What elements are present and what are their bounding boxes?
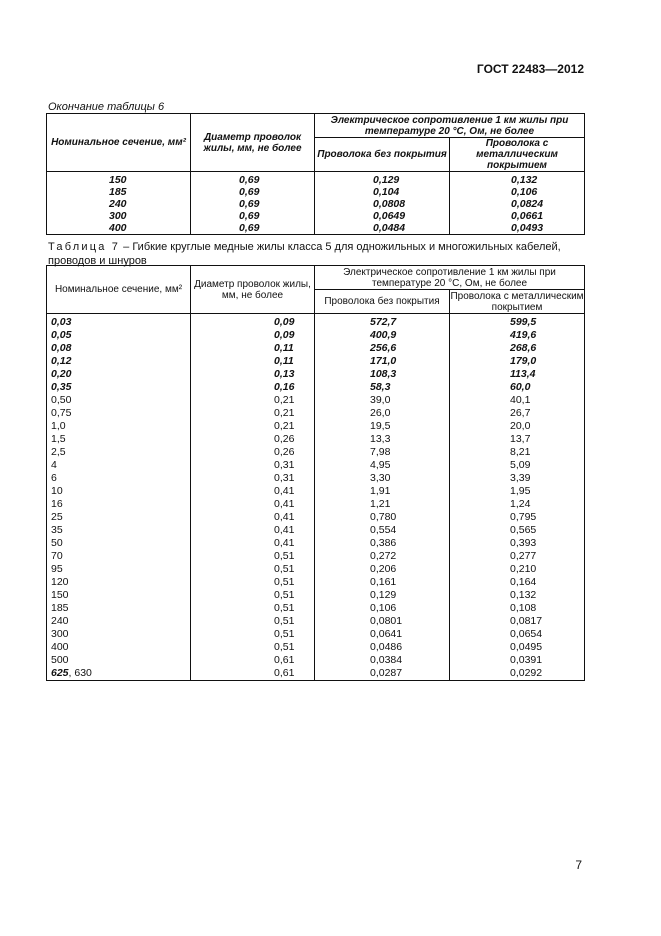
table7-header-coated-wire: Проволока с металлическим покрытием [450, 290, 584, 313]
cell-section: 300 [47, 628, 191, 641]
cell-diameter: 0,11 [191, 342, 315, 355]
cell-resistance-bare: 39,0 [315, 394, 450, 407]
cell-diameter: 0,09 [191, 329, 315, 342]
cell-resistance-coated: 0,210 [450, 563, 585, 576]
cell-resistance-coated: 0,0493 [450, 222, 585, 235]
cell-resistance-coated: 0,0654 [450, 628, 585, 641]
table-row [47, 222, 585, 235]
cell-diameter: 0,41 [191, 498, 315, 511]
table7-header-section: Номинальное сечение, мм² [47, 266, 191, 314]
cell-diameter: 0,26 [191, 446, 315, 459]
cell-section: 400 [47, 222, 191, 235]
cell-resistance-bare: 0,0808 [315, 198, 450, 210]
cell-resistance-bare: 0,161 [315, 576, 450, 589]
cell-resistance-bare: 108,3 [315, 368, 450, 381]
cell-resistance-bare: 256,6 [315, 342, 450, 355]
table7-caption [48, 240, 585, 268]
cell-section [47, 667, 191, 681]
table-row [47, 472, 585, 485]
cell-diameter: 0,51 [191, 589, 315, 602]
cell-resistance-bare: 19,5 [315, 420, 450, 433]
table6-caption: Окончание таблицы 6 [48, 101, 165, 113]
cell-resistance-coated: 3,39 [450, 472, 585, 485]
cell-diameter: 0,51 [191, 563, 315, 576]
table-row [47, 342, 585, 355]
cell-resistance-coated: 0,108 [450, 602, 585, 615]
table6-header-coated-wire: Проволока с металлическим покрытием [450, 138, 585, 172]
cell-diameter: 0,41 [191, 524, 315, 537]
cell-resistance-coated: 0,132 [450, 589, 585, 602]
cell-diameter: 0,21 [191, 420, 315, 433]
table-row [47, 210, 585, 222]
cell-section: 0,05 [47, 329, 191, 342]
cell-resistance-bare: 0,129 [315, 589, 450, 602]
table7-caption-text: – Гибкие круглые медные жилы класса 5 для одножильных и многожильных кабелей, проводов и шнуров [48, 241, 561, 267]
cell-resistance-bare: 0,0801 [315, 615, 450, 628]
cell-section-rest: , 630 [68, 667, 92, 679]
cell-section: 0,20 [47, 368, 191, 381]
table-row [47, 537, 585, 550]
cell-resistance-coated: 60,0 [450, 381, 585, 394]
cell-diameter: 0,11 [191, 355, 315, 368]
table-row [47, 563, 585, 576]
cell-diameter: 0,69 [191, 172, 315, 187]
cell-diameter: 0,69 [191, 210, 315, 222]
cell-diameter: 0,69 [191, 222, 315, 235]
cell-resistance-bare: 0,272 [315, 550, 450, 563]
cell-resistance-bare: 0,780 [315, 511, 450, 524]
cell-section: 500 [47, 654, 191, 667]
cell-section: 240 [47, 615, 191, 628]
cell-resistance-coated: 179,0 [450, 355, 585, 368]
cell-diameter: 0,51 [191, 628, 315, 641]
cell-diameter: 0,69 [191, 198, 315, 210]
cell-resistance-coated: 0,565 [450, 524, 585, 537]
cell-diameter: 0,21 [191, 394, 315, 407]
table6-header-bare-wire: Проволока без покрытия [315, 138, 450, 172]
cell-diameter: 0,51 [191, 602, 315, 615]
table-row [47, 355, 585, 368]
cell-diameter: 0,21 [191, 407, 315, 420]
table-row [47, 641, 585, 654]
cell-section: 185 [47, 602, 191, 615]
cell-section: 1,5 [47, 433, 191, 446]
cell-diameter: 0,51 [191, 550, 315, 563]
cell-resistance-coated: 0,393 [450, 537, 585, 550]
cell-section: 4 [47, 459, 191, 472]
cell-resistance-coated: 0,0817 [450, 615, 585, 628]
cell-resistance-bare: 1,21 [315, 498, 450, 511]
table-row [47, 654, 585, 667]
cell-resistance-bare: 0,206 [315, 563, 450, 576]
cell-resistance-coated: 20,0 [450, 420, 585, 433]
cell-diameter: 0,61 [191, 654, 315, 667]
table6-header-section: Номинальное сечение, мм² [47, 114, 191, 172]
table-row [47, 615, 585, 628]
cell-resistance-coated: 0,132 [450, 172, 585, 187]
table-row [47, 172, 585, 187]
table-row [47, 420, 585, 433]
cell-diameter: 0,26 [191, 433, 315, 446]
cell-resistance-coated: 26,7 [450, 407, 585, 420]
table-7 [46, 265, 585, 681]
table7-header-bare-wire: Проволока без покрытия [315, 290, 450, 314]
cell-section: 120 [47, 576, 191, 589]
page-number: 7 [575, 858, 582, 872]
cell-section: 1,0 [47, 420, 191, 433]
table6-header-diameter: Диаметр проволок жилы, мм, не более [191, 114, 315, 172]
table6-header-resistance: Электрическое сопротивление 1 км жилы при температуре 20 °С, Ом, не более [315, 114, 585, 138]
table-6 [46, 113, 585, 235]
cell-diameter: 0,41 [191, 511, 315, 524]
cell-resistance-bare: 171,0 [315, 355, 450, 368]
cell-resistance-bare: 0,0649 [315, 210, 450, 222]
table-row [47, 198, 585, 210]
cell-section: 70 [47, 550, 191, 563]
cell-diameter: 0,51 [191, 576, 315, 589]
cell-diameter: 0,41 [191, 537, 315, 550]
cell-section: 150 [47, 589, 191, 602]
cell-resistance-coated: 599,5 [450, 314, 585, 330]
cell-resistance-coated: 5,09 [450, 459, 585, 472]
table-row [47, 381, 585, 394]
cell-resistance-bare: 0,0486 [315, 641, 450, 654]
table-row [47, 550, 585, 563]
cell-resistance-bare: 1,91 [315, 485, 450, 498]
cell-diameter: 0,13 [191, 368, 315, 381]
cell-section: 300 [47, 210, 191, 222]
cell-section: 400 [47, 641, 191, 654]
cell-diameter: 0,31 [191, 472, 315, 485]
cell-section: 0,03 [47, 314, 191, 330]
table-row [47, 589, 585, 602]
cell-resistance-coated: 0,795 [450, 511, 585, 524]
cell-section: 50 [47, 537, 191, 550]
cell-resistance-coated: 13,7 [450, 433, 585, 446]
cell-section: 25 [47, 511, 191, 524]
cell-resistance-coated: 268,6 [450, 342, 585, 355]
cell-resistance-coated: 1,95 [450, 485, 585, 498]
table-row [47, 394, 585, 407]
cell-resistance-bare: 0,0384 [315, 654, 450, 667]
cell-diameter: 0,41 [191, 485, 315, 498]
cell-resistance-bare: 0,386 [315, 537, 450, 550]
cell-resistance-bare: 0,0484 [315, 222, 450, 235]
cell-section-bold: 625 [51, 667, 69, 679]
cell-section: 0,35 [47, 381, 191, 394]
cell-resistance-bare: 0,106 [315, 602, 450, 615]
table-row [47, 314, 585, 330]
table7-header-resistance: Электрическое сопротивление 1 км жилы при температуре 20 °С, Ом, не более [315, 266, 585, 290]
cell-section: 35 [47, 524, 191, 537]
table7-header-diameter: Диаметр проволок жилы, мм, не более [191, 266, 315, 314]
cell-resistance-bare: 0,0641 [315, 628, 450, 641]
cell-section: 10 [47, 485, 191, 498]
cell-resistance-coated: 1,24 [450, 498, 585, 511]
cell-resistance-bare: 400,9 [315, 329, 450, 342]
cell-section: 150 [47, 172, 191, 187]
table-row [47, 602, 585, 615]
cell-diameter: 0,61 [191, 667, 315, 681]
table-row [47, 511, 585, 524]
cell-section: 0,50 [47, 394, 191, 407]
cell-resistance-bare: 13,3 [315, 433, 450, 446]
cell-section: 0,12 [47, 355, 191, 368]
table7-caption-label: Таблица 7 [48, 241, 121, 253]
table-row [47, 485, 585, 498]
cell-resistance-coated: 0,164 [450, 576, 585, 589]
cell-resistance-coated: 0,0824 [450, 198, 585, 210]
table-row [47, 576, 585, 589]
cell-diameter: 0,31 [191, 459, 315, 472]
cell-resistance-coated: 0,0495 [450, 641, 585, 654]
cell-resistance-bare: 0,0287 [315, 667, 450, 681]
table-row [47, 498, 585, 511]
cell-section: 2,5 [47, 446, 191, 459]
table-row [47, 186, 585, 198]
cell-diameter: 0,69 [191, 186, 315, 198]
table-row [47, 459, 585, 472]
cell-resistance-bare: 0,129 [315, 172, 450, 187]
table-row [47, 524, 585, 537]
cell-diameter: 0,16 [191, 381, 315, 394]
cell-section: 185 [47, 186, 191, 198]
table-row [47, 446, 585, 459]
table-row [47, 329, 585, 342]
cell-resistance-bare: 26,0 [315, 407, 450, 420]
cell-section: 0,75 [47, 407, 191, 420]
cell-section: 6 [47, 472, 191, 485]
cell-resistance-bare: 572,7 [315, 314, 450, 330]
cell-resistance-coated: 0,0391 [450, 654, 585, 667]
table-row [47, 368, 585, 381]
cell-resistance-coated: 0,0292 [450, 667, 585, 681]
cell-diameter: 0,09 [191, 314, 315, 330]
cell-section: 0,08 [47, 342, 191, 355]
cell-resistance-bare: 7,98 [315, 446, 450, 459]
cell-diameter: 0,51 [191, 641, 315, 654]
cell-resistance-bare: 4,95 [315, 459, 450, 472]
cell-resistance-coated: 0,277 [450, 550, 585, 563]
cell-diameter: 0,51 [191, 615, 315, 628]
cell-resistance-bare: 58,3 [315, 381, 450, 394]
table-row [47, 433, 585, 446]
table-row [47, 407, 585, 420]
cell-resistance-coated: 113,4 [450, 368, 585, 381]
table-row [47, 628, 585, 641]
cell-resistance-coated: 8,21 [450, 446, 585, 459]
cell-resistance-bare: 0,104 [315, 186, 450, 198]
cell-section: 95 [47, 563, 191, 576]
cell-resistance-coated: 0,106 [450, 186, 585, 198]
cell-section: 240 [47, 198, 191, 210]
document-code: ГОСТ 22483—2012 [476, 62, 584, 76]
cell-section: 16 [47, 498, 191, 511]
cell-resistance-coated: 40,1 [450, 394, 585, 407]
table-row [47, 667, 585, 681]
cell-resistance-coated: 0,0661 [450, 210, 585, 222]
cell-resistance-bare: 3,30 [315, 472, 450, 485]
cell-resistance-bare: 0,554 [315, 524, 450, 537]
cell-resistance-coated: 419,6 [450, 329, 585, 342]
